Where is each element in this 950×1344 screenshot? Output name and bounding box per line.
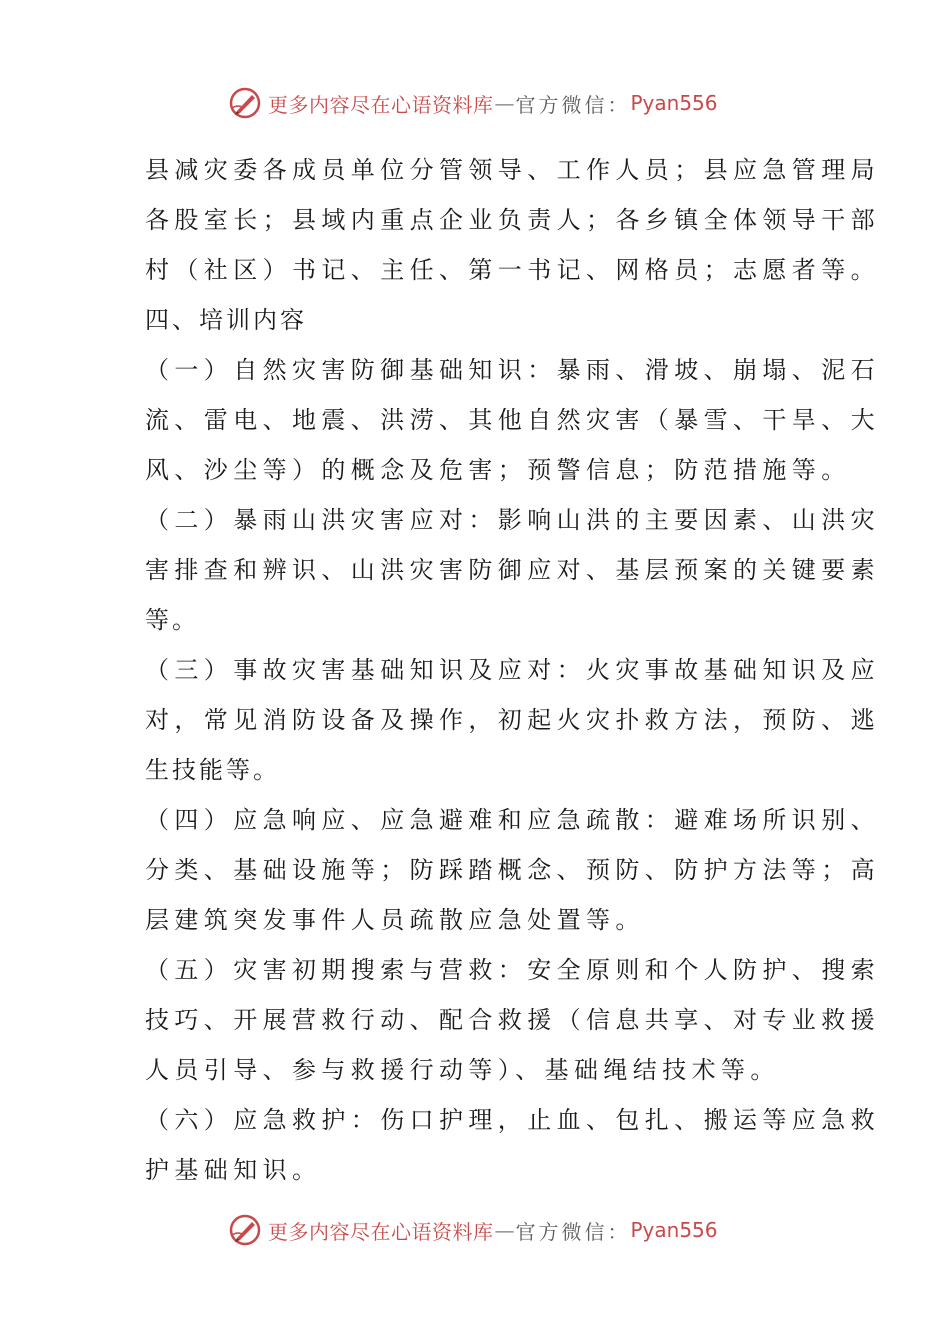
body-line: （四）应急响应、应急避难和应急疏散：避难场所识别、 [145,806,880,834]
body-line: 流、雷电、地震、洪涝、其他自然灾害（暴雪、干旱、大 [145,406,880,434]
body-line: （五）灾害初期搜索与营救：安全原则和个人防护、搜索 [145,956,880,984]
banner-wechat-id: Pyan556 [630,91,718,115]
body-line: 害排查和辨识、山洪灾害防御应对、基层预案的关键要素 [145,556,880,584]
banner-wechat-label: 官方微信： [515,92,631,117]
body-line: 对，常见消防设备及操作，初起火灾扑救方法，预防、逃 [145,706,880,734]
body-line: 技巧、开展营救行动、配合救援（信息共享、对专业救援 [145,1006,880,1034]
body-line: 县减灾委各成员单位分管领导、工作人员；县应急管理局 [145,156,880,184]
body-line: 风、沙尘等）的概念及危害；预警信息；防范措施等。 [145,456,851,484]
body-line: 各股室长；县域内重点企业负责人；各乡镇全体领导干部 [145,206,880,234]
banner-dash: — [494,91,515,115]
body-line: 等。 [145,606,199,634]
body-line: 护基础知识。 [145,1156,322,1184]
body-line: 层建筑突发事件人员疏散应急处置等。 [145,906,645,934]
footer-banner [228,1210,748,1250]
body-line: （一）自然灾害防御基础知识：暴雨、滑坡、崩塌、泥石 [145,356,880,384]
body-line: 人员引导、参与救援行动等）、基础绳结技术等。 [145,1056,780,1084]
body-line: 分类、基础设施等；防踩踏概念、预防、防护方法等；高 [145,856,880,884]
body-line: 村（社区）书记、主任、第一书记、网格员；志愿者等。 [145,256,880,284]
header-banner [228,83,748,123]
body-line: （六）应急救护：伤口护理，止血、包扎、搬运等应急救 [145,1106,880,1134]
body-line: 生技能等。 [145,756,280,784]
banner-wechat-label: 官方微信： [515,1219,631,1244]
body-line: （三）事故灾害基础知识及应对：火灾事故基础知识及应 [145,656,880,684]
banner-dash: — [494,1218,515,1242]
document-body [145,145,880,1195]
banner-wechat-id: Pyan556 [630,1218,718,1242]
pen-logo-icon [228,86,262,120]
body-line: （二）暴雨山洪灾害应对：影响山洪的主要因素、山洪灾 [145,506,880,534]
banner-site-name: 更多内容尽在心语资料库 [268,1219,494,1244]
banner-site-name: 更多内容尽在心语资料库 [268,92,494,117]
section-heading: 四、培训内容 [145,306,307,334]
pen-logo-icon [228,1213,262,1247]
